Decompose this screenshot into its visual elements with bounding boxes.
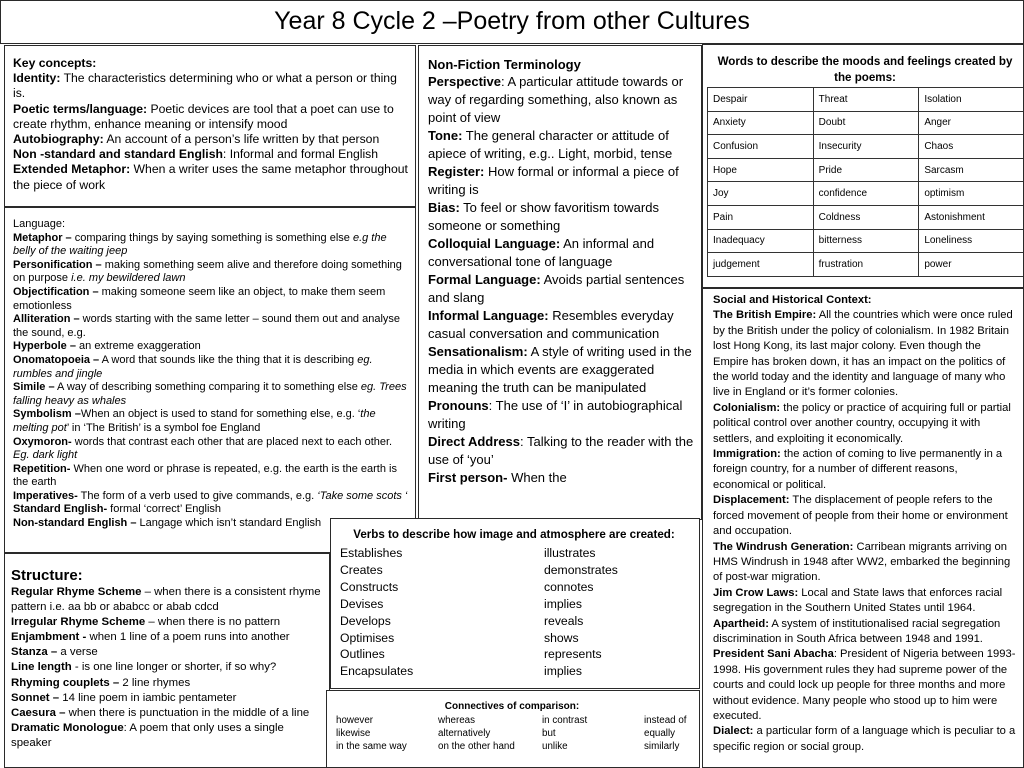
table-row (708, 182, 1024, 206)
verb-cell: implies (544, 596, 582, 611)
definition-item: Direct Address: Talking to the reader with the use of ‘you’ (428, 434, 694, 467)
connective-cell: equally (644, 728, 676, 739)
key-concepts-heading: Key concepts: (13, 56, 97, 70)
verb-cell: implies (544, 664, 582, 679)
moods-table (707, 87, 1024, 277)
mood-word-cell: Inadequacy (708, 229, 814, 253)
definition-item: The Windrush Generation: Carribean migrants arriving on HMS Windrush in 1948 after WW2, embarked the beginning of post-war migration. (713, 540, 1011, 584)
definition-item: Extended Metaphor: When a writer uses the same metaphor throughout the piece of work (13, 162, 408, 192)
connectives-panel (326, 690, 700, 768)
mood-word-cell: Coldness (813, 205, 919, 229)
definition-item: Colonialism: the policy or practice of acquiring full or partial political control over another country, occupying it with settlers, and exploiting it economically. (713, 401, 1011, 445)
verbs-table (340, 545, 680, 680)
definition-item: Non -standard and standard English: Informal and formal English (13, 147, 379, 162)
context-heading: Social and Historical Context: (713, 294, 872, 306)
definition-item: Standard English- formal ‘correct’ English (13, 503, 222, 516)
connective-cell: whereas (438, 715, 476, 726)
mood-word-cell: Pride (813, 158, 919, 182)
verb-cell: Develops (340, 613, 391, 628)
mood-word-cell: Doubt (813, 111, 919, 135)
table-row (336, 727, 696, 740)
definition-item: Repetition- When one word or phrase is repeated, e.g. the earth is the earth is the earth (13, 462, 397, 489)
table-row (708, 88, 1024, 112)
verb-cell: Encapsulates (340, 664, 414, 679)
definition-item: Metaphor – comparing things by saying something is something else e.g the belly of the waiting jeep (13, 231, 387, 258)
mood-word-cell: Sarcasm (919, 158, 1024, 182)
definition-item: Alliteration – words starting with the same letter – sound them out and analyse the sound, e.g. (13, 313, 401, 339)
definition-item: Onomatopoeia – A word that sounds like the thing that it is describing eg. rumbles and jingle (13, 353, 373, 380)
definition-item: Sonnet – 14 line poem in iambic pentameter (11, 691, 237, 704)
moods-heading: Words to describe the moods and feelings created by the poems: (717, 55, 1013, 84)
nonfiction-terminology-panel (418, 45, 702, 520)
definition-item: President Sani Abacha: President of Nigeria between 1993-1998. His government rules they had supreme power of the courts and could lock up people for three months and more without evidence. Many people who stood up to him were executed. (713, 648, 1016, 722)
page-title: Year 8 Cycle 2 –Poetry from other Cultures (0, 0, 1024, 44)
definition-item: Stanza – a verse (11, 646, 98, 659)
definition-item: Non-standard English – Langage which isn’t standard English (13, 517, 322, 530)
table-row (708, 205, 1024, 229)
connective-cell: similarly (644, 741, 680, 752)
verb-cell: Outlines (340, 647, 385, 662)
definition-item: Apartheid: A system of institutionalised racial segregation discrimination in South Africa between 1948 and 1991. (713, 617, 1001, 645)
table-row (708, 253, 1024, 277)
language-panel (4, 207, 416, 553)
definition-item: Perspective: A particular attitude towards or way of regarding something, also known as point of view (428, 74, 684, 125)
definition-item: Poetic terms/language: Poetic devices are tool that a poet can use to create rhythm, enhance meaning or intensify mood (13, 101, 394, 131)
connective-cell: but (542, 728, 556, 739)
definition-item: Dramatic Monologue: A poem that only uses a single speaker (11, 721, 284, 749)
table-row (340, 596, 680, 613)
mood-word-cell: Joy (708, 182, 814, 206)
definition-item: Displacement: The displacement of people refers to the forced movement of people from their home or environment and occupation. (713, 494, 1008, 538)
verb-cell: shows (544, 630, 579, 645)
verb-cell: Establishes (340, 546, 403, 560)
mood-word-cell: Despair (708, 88, 814, 112)
mood-word-cell: confidence (813, 182, 919, 206)
mood-word-cell: bitterness (813, 229, 919, 253)
mood-word-cell: Anxiety (708, 111, 814, 135)
definition-item: Simile – A way of describing something comparing it to something else eg. Trees falling heavy as whales (13, 381, 407, 407)
table-row (340, 562, 680, 579)
table-row (340, 613, 680, 630)
structure-list (11, 585, 325, 751)
mood-word-cell: Isolation (919, 88, 1024, 112)
table-row (336, 714, 696, 727)
mood-word-cell: power (919, 253, 1024, 277)
definition-item: Formal Language: Avoids partial sentences and slang (428, 272, 685, 305)
mood-word-cell: Chaos (919, 135, 1024, 159)
definition-item: Immigration: the action of coming to live permanently in a foreign country, for a number of different reasons, economical or political. (713, 448, 1003, 491)
table-row (340, 579, 680, 596)
table-row (336, 740, 696, 753)
verb-cell: reveals (544, 613, 584, 628)
definition-item: Personification – making something seem alive and therefore doing something on purpose i.e. my bewildered lawn (13, 258, 402, 285)
definition-item: Caesura – when there is punctuation in the middle of a line (11, 706, 310, 719)
table-row (340, 646, 680, 663)
nonfiction-list (428, 73, 697, 487)
connective-cell: in contrast (542, 715, 588, 726)
definition-item: Objectification – making someone seem like an object, to make them seem emotionless (13, 285, 386, 312)
table-row (340, 663, 680, 680)
definition-item: Bias: To feel or show favoritism towards someone or something (428, 200, 659, 233)
verb-cell: represents (544, 647, 602, 662)
connective-cell: instead of (644, 715, 687, 726)
definition-item: Irregular Rhyme Scheme – when there is no pattern (11, 616, 281, 629)
mood-word-cell: Astonishment (919, 205, 1024, 229)
connectives-table (336, 714, 696, 753)
table-row (708, 229, 1024, 253)
key-concepts-list (13, 71, 409, 193)
definition-item: Symbolism –When an object is used to stand for something else, e.g. ‘the melting pot’ in ‘The British’ is a symbol foe England (13, 408, 376, 434)
definition-item: Jim Crow Laws: Local and State laws that enforces racial segregation in the Southern United States until 1964. (713, 586, 1003, 615)
verb-cell: Optimises (340, 630, 395, 645)
table-row (708, 158, 1024, 182)
definition-item: The British Empire: All the countries which were once ruled by the British under the policy of colonialism. In 1982 Britain lost Hong Kong, its last major colony. Even though the Empire has broken down, it has an impact on the politics of the world today and the identity and language of many who live in England or it’s former colonies. (713, 309, 1013, 399)
mood-word-cell: Hope (708, 158, 814, 182)
definition-item: Rhyming couplets – 2 line rhymes (11, 676, 191, 689)
definition-item: Autobiography: An account of a person’s life written by that person (13, 132, 380, 147)
language-heading: Language: (13, 218, 65, 230)
connective-cell: alternatively (438, 728, 491, 739)
definition-item: Oxymoron- words that contrast each other that are placed next to each other. Eg. dark light (13, 435, 393, 462)
nonfiction-heading: Non-Fiction Terminology (428, 57, 581, 72)
table-row (708, 111, 1024, 135)
definition-item: Regular Rhyme Scheme – when there is a consistent rhyme pattern i.e. aa bb or ababcc or abab cdcd (11, 586, 321, 614)
structure-heading: Structure: (11, 567, 83, 584)
definition-item: Hyperbole – an extreme exaggeration (13, 340, 201, 353)
structure-panel (4, 553, 330, 768)
definition-item: Enjambment - when 1 line of a poem runs into another (11, 631, 290, 644)
table-row (340, 630, 680, 647)
definition-item: Register: How formal or informal a piece of writing is (428, 164, 679, 197)
connective-cell: in the same way (336, 741, 407, 752)
definition-item: Line length - is one line longer or shorter, if so why? (11, 661, 277, 674)
connective-cell: likewise (336, 728, 371, 739)
definition-item: Dialect: a particular form of a language which is peculiar to a specific region or social group. (713, 725, 1016, 753)
verb-cell: Constructs (340, 579, 399, 594)
context-list (713, 308, 1017, 755)
key-concepts-panel (4, 45, 416, 207)
definition-item: Colloquial Language: An informal and conversational tone of language (428, 236, 655, 269)
definition-item: Imperatives- The form of a verb used to give commands, e.g. ‘Take some scots ‘ (13, 489, 408, 502)
connective-cell: unlike (542, 741, 568, 752)
mood-word-cell: Anger (919, 111, 1024, 135)
mood-word-cell: Threat (813, 88, 919, 112)
connectives-heading: Connectives of comparison: (444, 701, 580, 712)
definition-item: Sensationalism: A style of writing used in the media in which events are exaggerated meaning the truth can be manipulated (428, 344, 692, 395)
table-row (340, 545, 680, 562)
mood-word-cell: optimism (919, 182, 1024, 206)
verb-cell: illustrates (544, 546, 596, 560)
verbs-heading: Verbs to describe how image and atmosphere are created: (353, 528, 675, 541)
definition-item: First person- When the (428, 470, 567, 485)
definition-item: Informal Language: Resembles everyday casual conversation and communication (428, 308, 674, 341)
definition-item: Identity: The characteristics determining who or what a person or thing is. (13, 71, 397, 101)
mood-word-cell: Loneliness (919, 229, 1024, 253)
definition-item: Pronouns: The use of ‘I’ in autobiographical writing (428, 398, 683, 431)
mood-word-cell: Confusion (708, 135, 814, 159)
moods-panel (702, 44, 1024, 288)
connective-cell: on the other hand (438, 741, 515, 752)
language-list (13, 232, 409, 531)
verb-cell: Creates (340, 562, 383, 577)
connective-cell: however (336, 715, 374, 726)
table-row (708, 135, 1024, 159)
verb-cell: demonstrates (544, 562, 618, 577)
definition-item: Tone: The general character or attitude of apiece of writing, e.g.. Light, morbid, tense (428, 128, 673, 161)
mood-word-cell: Pain (708, 205, 814, 229)
verb-cell: connotes (544, 579, 594, 594)
mood-word-cell: judgement (708, 253, 814, 277)
verb-cell: Devises (340, 596, 384, 611)
mood-word-cell: Insecurity (813, 135, 919, 159)
context-panel (702, 288, 1024, 768)
mood-word-cell: frustration (813, 253, 919, 277)
verbs-panel (330, 518, 700, 689)
